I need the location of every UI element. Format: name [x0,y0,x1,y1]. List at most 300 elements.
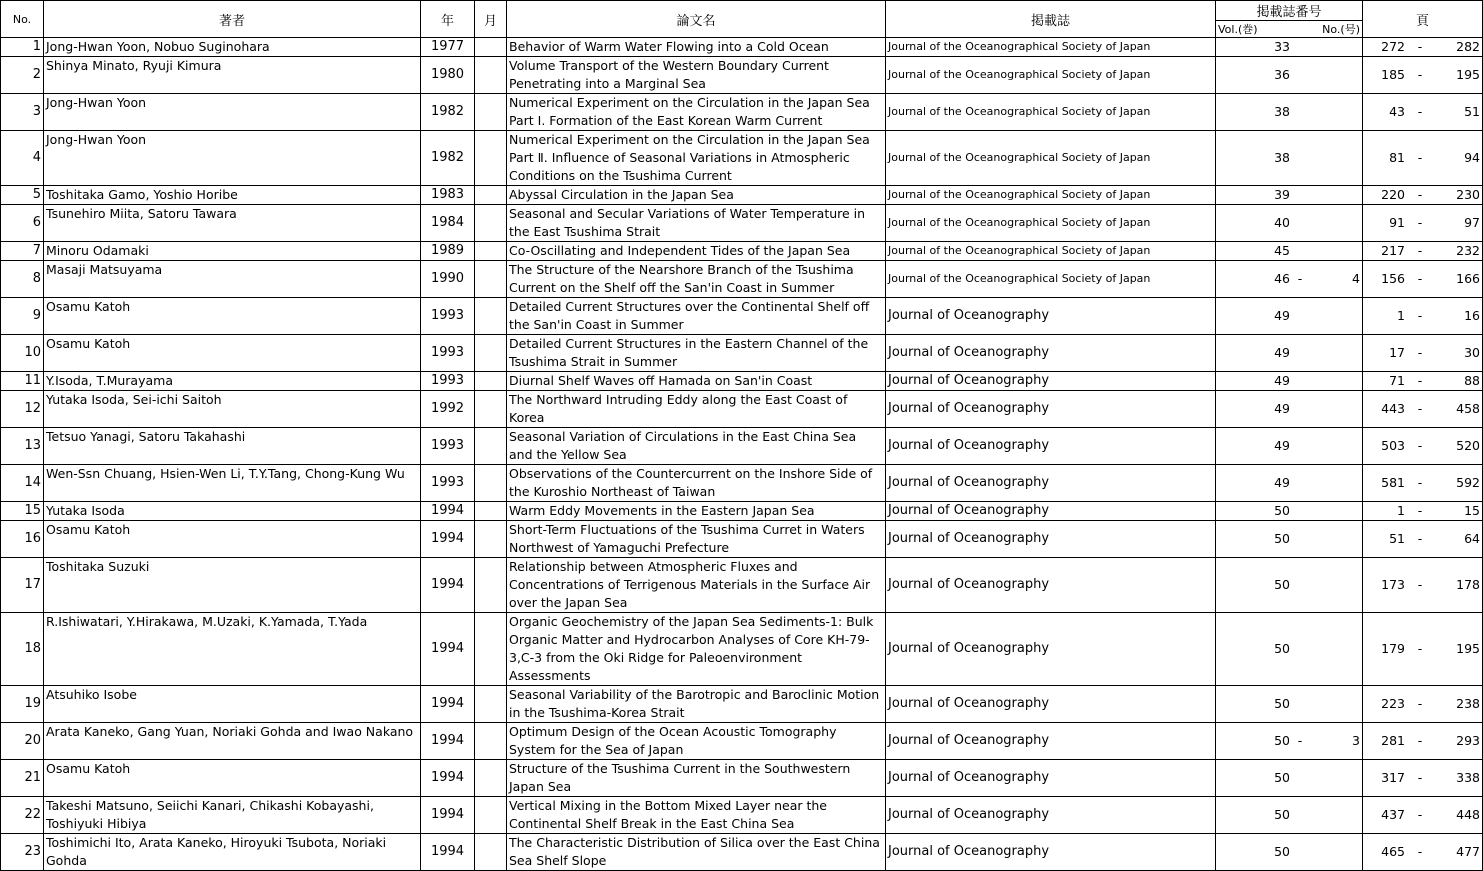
volume: 50 [1274,503,1290,518]
year-cell: 1994 [421,558,475,613]
title-cell: Numerical Experiment on the Circulation in the Japan Sea Part Ⅰ. Formation of the East Korean Warm Current [507,94,886,131]
table-row [1,261,1483,298]
volume: 50 [1274,641,1290,656]
separator: - [1417,215,1423,230]
page-end: 15 [1464,503,1480,518]
page-end: 97 [1464,215,1480,230]
author-cell: Masaji Matsuyama [44,261,421,298]
separator: - [1417,770,1423,785]
journal-cell: Journal of Oceanography [886,465,1216,502]
separator: - [1417,438,1423,453]
separator: - [1417,807,1423,822]
row-number: 1 [1,38,44,57]
pages-cell [1363,391,1483,428]
separator: - [1417,475,1423,490]
journal-number-cell [1216,38,1363,57]
pages-cell [1363,797,1483,834]
title-cell: Behavior of Warm Water Flowing into a Cold Ocean [507,38,886,57]
year-cell: 1994 [421,723,475,760]
volume: 36 [1274,67,1290,82]
volume: 50 [1274,844,1290,859]
month-cell [475,428,507,465]
journal-cell: Journal of Oceanography [886,613,1216,686]
row-number: 19 [1,686,44,723]
author-cell: Osamu Katoh [44,335,421,372]
journal-cell: Journal of the Oceanographical Society of Japan [886,38,1216,57]
pages-cell [1363,242,1483,261]
header-vol: Vol.(巻) [1218,23,1258,36]
volume: 33 [1274,39,1290,54]
author-cell: Toshimichi Ito, Arata Kaneko, Hiroyuki Tsubota, Noriaki Gohda [44,834,421,871]
journal-number-cell [1216,613,1363,686]
month-cell [475,760,507,797]
journal-cell: Journal of the Oceanographical Society of Japan [886,186,1216,205]
page-start: 503 [1381,438,1405,453]
volume: 50 [1274,531,1290,546]
month-cell [475,834,507,871]
table-row [1,502,1483,521]
title-cell: The Structure of the Nearshore Branch of the Tsushima Current on the Shelf off the San'in Coast in Summer [507,261,886,298]
table-row [1,205,1483,242]
author-cell: R.Ishiwatari, Y.Hirakawa, M.Uzaki, K.Yamada, T.Yada [44,613,421,686]
page-start: 465 [1381,844,1405,859]
journal-number-cell [1216,834,1363,871]
journal-cell: Journal of the Oceanographical Society of Japan [886,261,1216,298]
page-end: 230 [1456,187,1480,202]
author-cell: Osamu Katoh [44,521,421,558]
year-cell: 1989 [421,242,475,261]
page-end: 16 [1464,308,1480,323]
year-cell: 1993 [421,465,475,502]
separator: - [1417,733,1423,748]
year-cell: 1990 [421,261,475,298]
page-end: 94 [1464,150,1480,165]
page-end: 195 [1456,67,1480,82]
page-end: 64 [1464,531,1480,546]
author-cell: Takeshi Matsuno, Seiichi Kanari, Chikashi Kobayashi, Toshiyuki Hibiya [44,797,421,834]
title-cell: Detailed Current Structures in the Eastern Channel of the Tsushima Strait in Summer [507,335,886,372]
year-cell: 1993 [421,428,475,465]
table-row [1,335,1483,372]
header-author: 著者 [44,1,421,38]
month-cell [475,613,507,686]
page-start: 220 [1381,187,1405,202]
row-number: 22 [1,797,44,834]
volume: 45 [1274,243,1290,258]
journal-number-cell [1216,335,1363,372]
page-start: 217 [1381,243,1405,258]
volume: 38 [1274,150,1290,165]
table-row [1,686,1483,723]
volume: 46 [1274,271,1290,286]
volume: 40 [1274,215,1290,230]
header-pages: 頁 [1363,1,1483,38]
journal-number-cell [1216,797,1363,834]
month-cell [475,205,507,242]
separator: - [1417,150,1423,165]
pages-cell [1363,558,1483,613]
separator: - [1417,345,1423,360]
page-start: 71 [1389,373,1405,388]
month-cell [475,391,507,428]
title-cell: Abyssal Circulation in the Japan Sea [507,186,886,205]
page-start: 173 [1381,577,1405,592]
row-number: 2 [1,57,44,94]
pages-cell [1363,94,1483,131]
page-start: 185 [1381,67,1405,82]
volume: 49 [1274,373,1290,388]
pages-cell [1363,465,1483,502]
page-end: 293 [1456,733,1480,748]
journal-number-cell [1216,558,1363,613]
volume: 50 [1274,696,1290,711]
month-cell [475,298,507,335]
author-cell: Shinya Minato, Ryuji Kimura [44,57,421,94]
journal-cell: Journal of the Oceanographical Society of Japan [886,205,1216,242]
author-cell: Toshitaka Suzuki [44,558,421,613]
issue: 3 [1352,733,1360,748]
journal-number-cell [1216,57,1363,94]
separator: - [1417,39,1423,54]
title-cell: Detailed Current Structures over the Continental Shelf off the San'in Coast in Summer [507,298,886,335]
month-cell [475,186,507,205]
journal-cell: Journal of Oceanography [886,372,1216,391]
journal-cell: Journal of Oceanography [886,760,1216,797]
author-cell: Osamu Katoh [44,298,421,335]
title-cell: Relationship between Atmospheric Fluxes and Concentrations of Terrigenous Materials in the Surface Air over the Japan Sea [507,558,886,613]
author-cell: Minoru Odamaki [44,242,421,261]
volume: 50 [1274,577,1290,592]
page-start: 281 [1381,733,1405,748]
author-cell: Jong-Hwan Yoon, Nobuo Suginohara [44,38,421,57]
pages-cell [1363,186,1483,205]
table-row [1,521,1483,558]
table-row [1,372,1483,391]
title-cell: Observations of the Countercurrent on the Inshore Side of the Kuroshio Northeast of Taiwan [507,465,886,502]
journal-number-cell [1216,186,1363,205]
month-cell [475,502,507,521]
journal-number-cell [1216,465,1363,502]
year-cell: 1993 [421,335,475,372]
page-end: 448 [1456,807,1480,822]
page-end: 282 [1456,39,1480,54]
page-start: 437 [1381,807,1405,822]
separator: - [1417,696,1423,711]
page-start: 179 [1381,641,1405,656]
pages-cell [1363,38,1483,57]
table-row [1,465,1483,502]
volume: 49 [1274,308,1290,323]
volume: 49 [1274,438,1290,453]
page-start: 43 [1389,104,1405,119]
page-end: 178 [1456,577,1480,592]
row-number: 11 [1,372,44,391]
page-start: 81 [1389,150,1405,165]
author-cell: Toshitaka Gamo, Yoshio Horibe [44,186,421,205]
header-month: 月 [475,1,507,38]
pages-cell [1363,613,1483,686]
header-issue: No.(号) [1322,23,1360,36]
separator: - [1417,503,1423,518]
month-cell [475,94,507,131]
page-end: 30 [1464,345,1480,360]
journal-cell: Journal of Oceanography [886,686,1216,723]
title-cell: Seasonal Variability of the Barotropic and Baroclinic Motion in the Tsushima-Korea Strait [507,686,886,723]
row-number: 6 [1,205,44,242]
page-end: 51 [1464,104,1480,119]
year-cell: 1992 [421,391,475,428]
journal-cell: Journal of Oceanography [886,428,1216,465]
journal-number-cell [1216,372,1363,391]
month-cell [475,242,507,261]
header-vol-issue [1216,21,1363,38]
author-cell: Osamu Katoh [44,760,421,797]
title-cell: Organic Geochemistry of the Japan Sea Sediments-1: Bulk Organic Matter and Hydrocarbon Analyses of Core KH-79-3,C-3 from the Oki Ridge for Paleoenvironment Assessments [507,613,886,686]
month-cell [475,558,507,613]
separator: - [1417,271,1423,286]
author-cell: Jong-Hwan Yoon [44,131,421,186]
page-end: 238 [1456,696,1480,711]
year-cell: 1993 [421,372,475,391]
month-cell [475,723,507,760]
year-cell: 1982 [421,131,475,186]
table-row [1,834,1483,871]
month-cell [475,38,507,57]
month-cell [475,797,507,834]
journal-cell: Journal of Oceanography [886,797,1216,834]
journal-number-cell [1216,261,1363,298]
row-number: 5 [1,186,44,205]
table-row [1,613,1483,686]
year-cell: 1994 [421,760,475,797]
journal-number-cell [1216,760,1363,797]
header-journal-number: 掲載誌番号 [1216,1,1363,21]
separator: - [1417,844,1423,859]
month-cell [475,686,507,723]
page-start: 1 [1397,308,1405,323]
row-number: 10 [1,335,44,372]
journal-cell: Journal of Oceanography [886,723,1216,760]
author-cell: Yutaka Isoda, Sei-ichi Saitoh [44,391,421,428]
row-number: 21 [1,760,44,797]
table-row [1,131,1483,186]
year-cell: 1994 [421,613,475,686]
page-end: 232 [1456,243,1480,258]
title-cell: Volume Transport of the Western Boundary Current Penetrating into a Marginal Sea [507,57,886,94]
month-cell [475,335,507,372]
page-start: 51 [1389,531,1405,546]
journal-number-cell [1216,502,1363,521]
journal-cell: Journal of Oceanography [886,298,1216,335]
pages-cell [1363,521,1483,558]
pages-cell [1363,760,1483,797]
table-row [1,57,1483,94]
year-cell: 1993 [421,298,475,335]
journal-cell: Journal of Oceanography [886,521,1216,558]
row-number: 4 [1,131,44,186]
journal-number-cell [1216,686,1363,723]
volume: 50 [1274,807,1290,822]
year-cell: 1994 [421,521,475,558]
pages-cell [1363,335,1483,372]
journal-cell: Journal of the Oceanographical Society of Japan [886,242,1216,261]
table-row [1,428,1483,465]
row-number: 7 [1,242,44,261]
table-row [1,558,1483,613]
table-row [1,723,1483,760]
pages-cell [1363,686,1483,723]
page-start: 91 [1389,215,1405,230]
month-cell [475,57,507,94]
month-cell [475,372,507,391]
volume: 50 [1274,770,1290,785]
title-cell: Diurnal Shelf Waves off Hamada on San'in Coast [507,372,886,391]
page-end: 477 [1456,844,1480,859]
title-cell: Short-Term Fluctuations of the Tsushima Curret in Waters Northwest of Yamaguchi Prefecture [507,521,886,558]
row-number: 9 [1,298,44,335]
journal-number-cell [1216,428,1363,465]
page-start: 156 [1381,271,1405,286]
pages-cell [1363,57,1483,94]
author-cell: Tsunehiro Miita, Satoru Tawara [44,205,421,242]
separator: - [1417,531,1423,546]
author-cell: Tetsuo Yanagi, Satoru Takahashi [44,428,421,465]
author-cell: Atsuhiko Isobe [44,686,421,723]
separator: - [1297,271,1303,286]
pages-cell [1363,428,1483,465]
separator: - [1417,577,1423,592]
page-start: 1 [1397,503,1405,518]
journal-cell: Journal of Oceanography [886,335,1216,372]
separator: - [1417,187,1423,202]
pages-cell [1363,205,1483,242]
journal-cell: Journal of the Oceanographical Society of Japan [886,57,1216,94]
table-body [1,38,1483,871]
page-end: 166 [1456,271,1480,286]
title-cell: Seasonal Variation of Circulations in the East China Sea and the Yellow Sea [507,428,886,465]
volume: 50 [1274,733,1290,748]
row-number: 13 [1,428,44,465]
title-cell: Co-Oscillating and Independent Tides of the Japan Sea [507,242,886,261]
page-start: 317 [1381,770,1405,785]
month-cell [475,465,507,502]
year-cell: 1982 [421,94,475,131]
journal-number-cell [1216,205,1363,242]
row-number: 18 [1,613,44,686]
row-number: 15 [1,502,44,521]
volume: 49 [1274,345,1290,360]
pages-cell [1363,372,1483,391]
journal-number-cell [1216,723,1363,760]
title-cell: Seasonal and Secular Variations of Water Temperature in the East Tsushima Strait [507,205,886,242]
journal-cell: Journal of Oceanography [886,502,1216,521]
journal-cell: Journal of the Oceanographical Society of Japan [886,94,1216,131]
issue: 4 [1352,271,1360,286]
table-row [1,760,1483,797]
month-cell [475,521,507,558]
pages-cell [1363,723,1483,760]
title-cell: Structure of the Tsushima Current in the Southwestern Japan Sea [507,760,886,797]
page-end: 338 [1456,770,1480,785]
year-cell: 1994 [421,502,475,521]
page-start: 17 [1389,345,1405,360]
table-row [1,391,1483,428]
page-start: 223 [1381,696,1405,711]
journal-cell: Journal of the Oceanographical Society of Japan [886,131,1216,186]
table-row [1,38,1483,57]
month-cell [475,261,507,298]
author-cell: Y.Isoda, T.Murayama [44,372,421,391]
title-cell: Optimum Design of the Ocean Acoustic Tomography System for the Sea of Japan [507,723,886,760]
journal-cell: Journal of Oceanography [886,834,1216,871]
row-number: 12 [1,391,44,428]
page-end: 520 [1456,438,1480,453]
row-number: 23 [1,834,44,871]
year-cell: 1994 [421,834,475,871]
separator: - [1417,641,1423,656]
pages-cell [1363,298,1483,335]
table-row [1,298,1483,335]
year-cell: 1977 [421,38,475,57]
year-cell: 1984 [421,205,475,242]
row-number: 20 [1,723,44,760]
row-number: 8 [1,261,44,298]
journal-number-cell [1216,94,1363,131]
year-cell: 1983 [421,186,475,205]
pages-cell [1363,834,1483,871]
page-start: 581 [1381,475,1405,490]
title-cell: Warm Eddy Movements in the Eastern Japan Sea [507,502,886,521]
journal-number-cell [1216,521,1363,558]
volume: 39 [1274,187,1290,202]
author-cell: Yutaka Isoda [44,502,421,521]
journal-number-cell [1216,242,1363,261]
page-start: 272 [1381,39,1405,54]
title-cell: The Characteristic Distribution of Silica over the East China Sea Shelf Slope [507,834,886,871]
title-cell: Numerical Experiment on the Circulation in the Japan Sea Part Ⅱ. Influence of Seasonal Variations in Atmospheric Conditions on the Tsushima Current [507,131,886,186]
row-number: 16 [1,521,44,558]
separator: - [1417,401,1423,416]
volume: 49 [1274,401,1290,416]
year-cell: 1980 [421,57,475,94]
separator: - [1417,243,1423,258]
header-journal: 掲載誌 [886,1,1216,38]
month-cell [475,131,507,186]
table-row [1,242,1483,261]
pages-cell [1363,131,1483,186]
volume: 49 [1274,475,1290,490]
separator: - [1297,733,1303,748]
row-number: 3 [1,94,44,131]
pages-cell [1363,261,1483,298]
row-number: 17 [1,558,44,613]
year-cell: 1994 [421,686,475,723]
title-cell: The Northward Intruding Eddy along the East Coast of Korea [507,391,886,428]
volume: 38 [1274,104,1290,119]
author-cell: Arata Kaneko, Gang Yuan, Noriaki Gohda and Iwao Nakano [44,723,421,760]
journal-cell: Journal of Oceanography [886,558,1216,613]
journal-number-cell [1216,298,1363,335]
separator: - [1417,67,1423,82]
page-end: 458 [1456,401,1480,416]
title-cell: Vertical Mixing in the Bottom Mixed Layer near the Continental Shelf Break in the East China Sea [507,797,886,834]
page-end: 195 [1456,641,1480,656]
table-row [1,797,1483,834]
header-year: 年 [421,1,475,38]
journal-number-cell [1216,131,1363,186]
table-row [1,186,1483,205]
table-row [1,94,1483,131]
